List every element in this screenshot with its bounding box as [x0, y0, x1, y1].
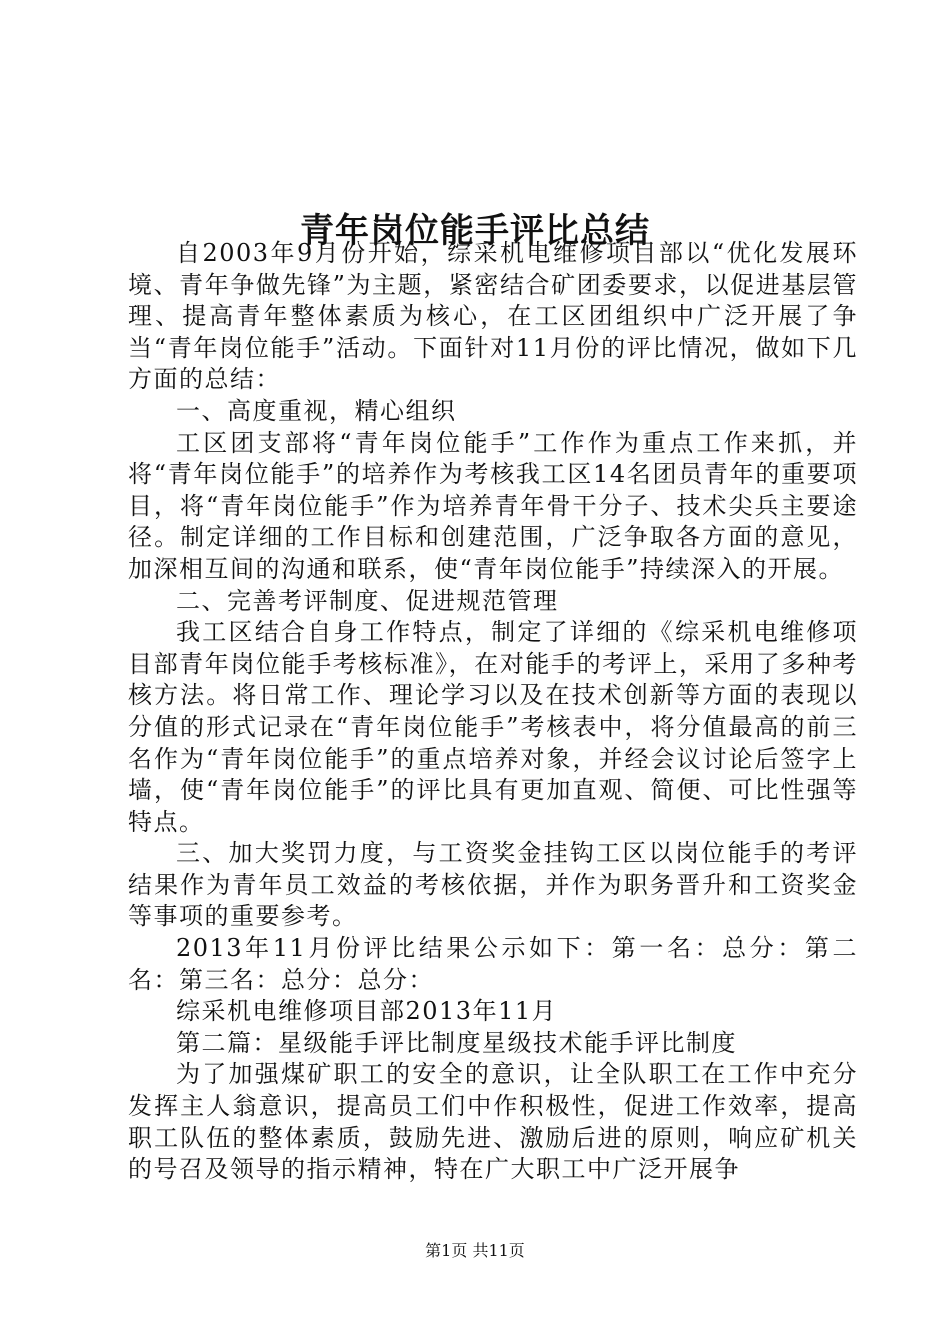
section-heading-1: 一、高度重视，精心组织 — [176, 396, 457, 425]
paragraph-signature: 综采机电维修项目部2013年11月 — [176, 997, 558, 1026]
section-heading-2: 二、完善考评制度、促进规范管理 — [176, 586, 559, 615]
document-body — [128, 238, 858, 1186]
document-title: 青年岗位能手评比总结 — [300, 210, 650, 251]
paragraph-section-1: 工区团支部将“青年岗位能手”工作作为重点工作来抓，并将“青年岗位能手”的培养作为考核我工区14名团员青年的重要项目，将“青年岗位能手”作为培养青年骨干分子、技术尖兵主要途径。制定详细的工作目标和创建范围，广泛争取各方面的意见，加深相互间的沟通和联系，使“青年岗位能手”持续深入的开展。 — [128, 428, 858, 583]
paragraph-intro: 自2003年9月份开始，综采机电维修项目部以“优化发展环境、青年争做先锋”为主题，紧密结合矿团委要求，以促进基层管理、提高青年整体素质为核心，在工区团组织中广泛开展了争当“青年岗位能手”活动。下面针对11月份的评比情况，做如下几方面的总结： — [128, 239, 858, 394]
paragraph-results: 2013年11月份评比结果公示如下：第一名：总分：第二名：第三名：总分：总分： — [128, 934, 858, 994]
chapter-two-heading: 第二篇：星级能手评比制度星级技术能手评比制度 — [176, 1028, 737, 1057]
page-footer: 第1页 共11页 — [425, 1241, 525, 1260]
paragraph-section-3: 三、加大奖罚力度，与工资奖金挂钩工区以岗位能手的考评结果作为青年员工效益的考核依据，并作为职务晋升和工资奖金等事项的重要参考。 — [128, 839, 858, 931]
paragraph-section-2: 我工区结合自身工作特点，制定了详细的《综采机电维修项目部青年岗位能手考核标准》，在对能手的考评上，采用了多种考核方法。将日常工作、理论学习以及在技术创新等方面的表现以分值的形式记录在“青年岗位能手”考核表中，将分值最高的前三名作为“青年岗位能手”的重点培养对象，并经会议讨论后签字上墙，使“青年岗位能手”的评比具有更加直观、简便、可比性强等特点。 — [128, 618, 858, 836]
paragraph-chapter-two: 为了加强煤矿职工的安全的意识，让全队职工在工作中充分发挥主人翁意识，提高员工们中作积极性，促进工作效率，提高职工队伍的整体素质，鼓励先进、激励后进的原则，响应矿机关的号召及领导的指示精神，特在广大职工中广泛开展争 — [128, 1060, 858, 1184]
